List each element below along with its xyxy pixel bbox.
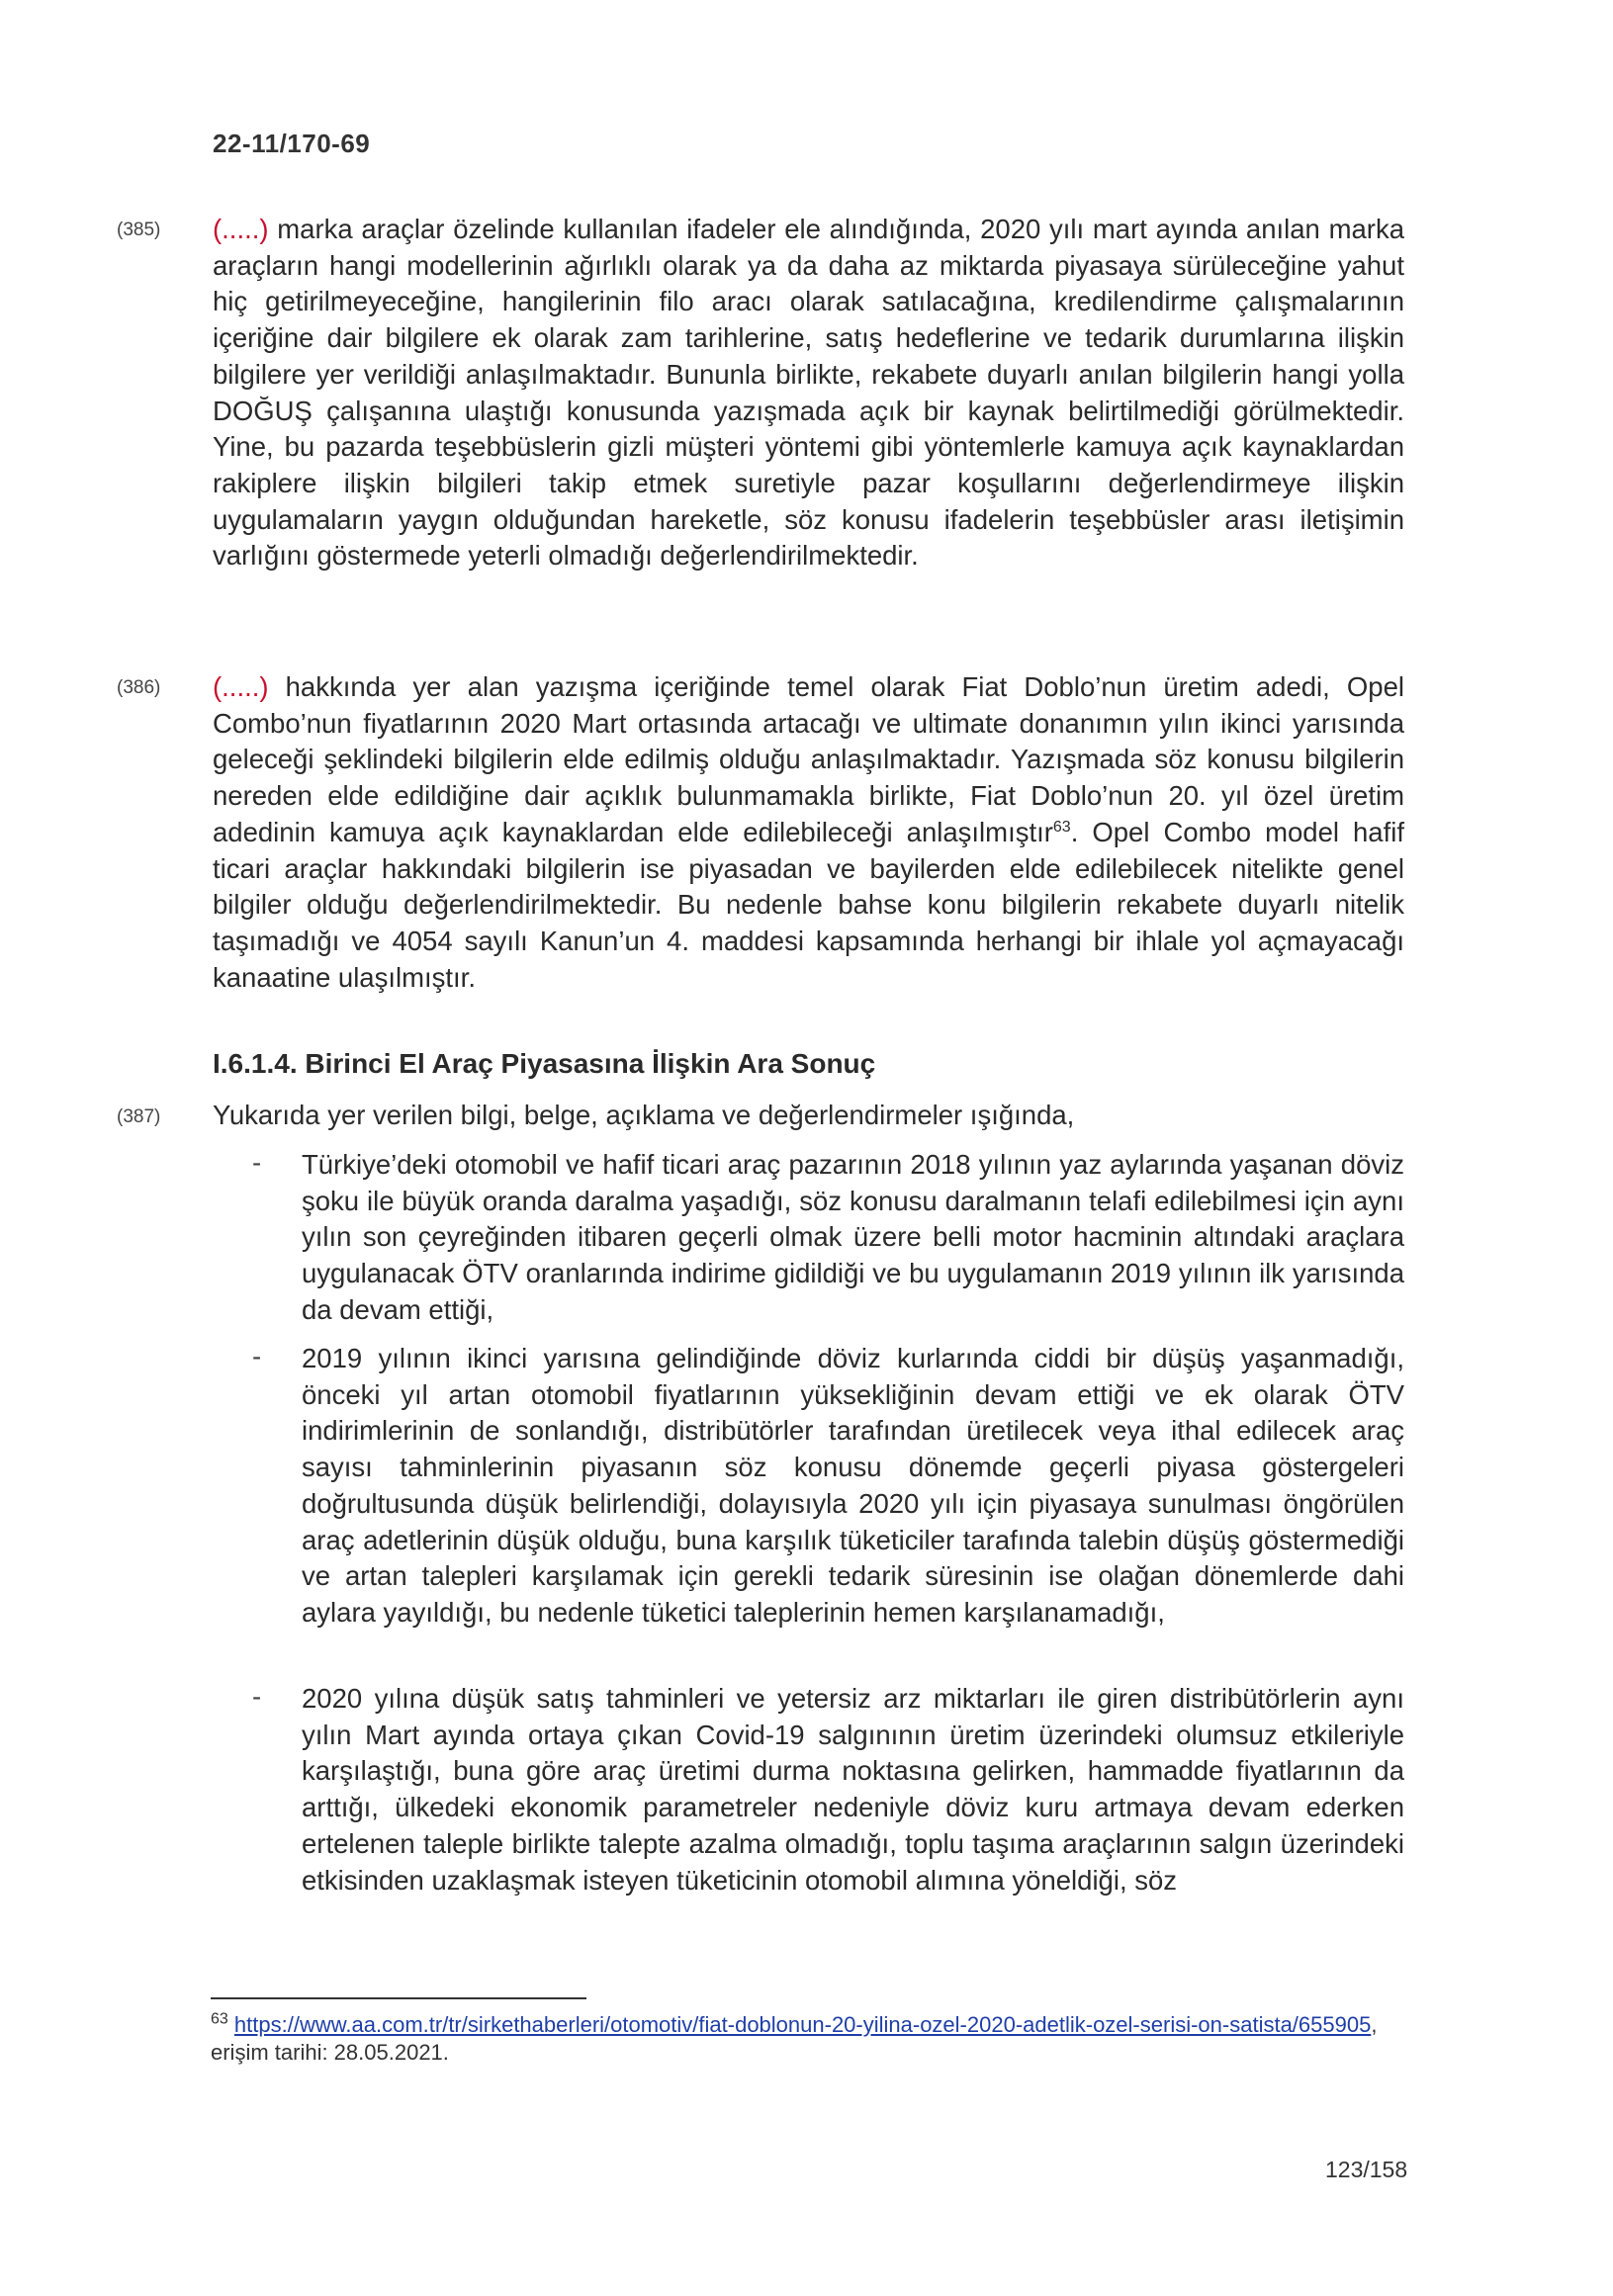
footnote-link[interactable]: https://www.aa.com.tr/tr/sirkethaberleri/otomotiv/fiat-doblonun-20-yilina-ozel-2020-adetlik-ozel-serisi-on-satista/655905 xyxy=(233,2012,1372,2037)
bullet-dash: - xyxy=(252,1341,262,1371)
paragraph-385 xyxy=(213,212,1404,574)
document-id: 22-11/170-69 xyxy=(213,129,371,158)
paragraph-text: marka araçlar özelinde kullanılan ifadeler ele alındığında, 2020 yılı mart ayında anılan marka araçların hangi modellerinin ağırlıklı olarak ya da daha az miktarda piyasaya sürüleceğine yahut hiç getirilmeyeceğine, hangilerinin filo aracı olarak satılacağına, kredilendirme çalışmalarının içeriğine dair bilgilere ek olarak zam tarihlerine, satış hedeflerine ve tedarik durumlarına ilişkin bilgilere yer verildiği anlaşılmaktadır. Bununla birlikte, rekabete duyarlı anılan bilgilerin hangi yolla DOĞUŞ çalışanına ulaştığı konusunda yazışmada açık bir kaynak belirtilmediği görülmektedir. Yine, bu pazarda teşebbüslerin gizli müşteri yöntemi gibi yöntemlerle kamuya açık kaynaklardan rakiplere ilişkin bilgileri takip etmek suretiyle pazar koşullarını değerlendirmeye ilişkin uygulamaların yaygın olduğundan hareketle, söz konusu ifadelerin teşebbüsler arası iletişimin varlığını göstermede yeterli olmadığı değerlendirilmektedir. xyxy=(213,214,1404,572)
page-number: 123/158 xyxy=(1325,2157,1408,2182)
paragraph-text: . Opel Combo model hafif ticari araçlar hakkındaki bilgilerin ise piyasadan ve bayilerden elde edilebilecek nitelikte genel bilgiler olduğu değerlendirilmektedir. Bu nedenle bahse konu bilgilerin rekabete duyarlı nitelik taşımadığı ve 4054 sayılı Kanun’un 4. maddesi kapsamında herhangi bir ihlale yol açmayacağı kanaatine ulaşılmıştır. xyxy=(213,816,1404,993)
bullet-item-2: 2019 yılının ikinci yarısına gelindiğinde döviz kurlarında ciddi bir düşüş yaşanmadığı, önceki yıl artan otomobil fiyatlarının yüksekliğinin devam ettiği ve ek olarak ÖTV indirimlerinin de sonlandığı, distribütörler tarafından üretilecek veya ithal edilecek araç sayısı tahminlerinin piyasanın söz konusu dönemde geçerli piyasa göstergeleri doğrultusunda düşük belirlendiği, dolayısıyla 2020 yılı için piyasaya sunulması öngörülen araç adetlerinin düşük olduğu, buna karşılık tüketiciler tarafında talebin düşüş göstermediği ve artan talepleri karşılamak için gerekli tedarik süresinin ise olağan dönemlerde dahi aylara yayıldığı, bu nedenle tüketici taleplerinin hemen karşılanamadığı, xyxy=(302,1343,1404,1628)
paragraph-text: hakkında yer alan yazışma içeriğinde temel olarak Fiat Doblo’nun üretim adedi, Opel Combo’nun fiyatlarının 2020 Mart ortasında artacağı ve ultimate donanımın yılın ikinci yarısında geleceği şeklindeki bilgilerin elde edilmiş olduğu anlaşılmaktadır. Yazışmada söz konusu bilgilerin nereden elde edildiğine dair açıklık bulunmamakla birlikte, Fiat Doblo’nun 20. yıl özel üretim adedinin kamuya açık kaynaklardan elde edilebileceği anlaşılmıştır xyxy=(213,671,1404,847)
paragraph-387-intro: Yukarıda yer verilen bilgi, belge, açıklama ve değerlendirmeler ışığında, xyxy=(213,1100,1075,1130)
bullet-item-3: 2020 yılına düşük satış tahminleri ve yetersiz arz miktarları ile giren distribütörlerin aynı yılın Mart ayında ortaya çıkan Covid-19 salgınının üretim üzerindeki olumsuz etkileriyle karşılaştığı, buna göre araç üretimi durma noktasına gelirken, hammadde fiyatlarının da arttığı, ülkedeki ekonomik parametreler nedeniyle döviz kuru artmaya devam ederken ertelenen taleple birlikte talepte azalma olmadığı, toplu taşıma araçlarının salgın üzerindeki etkisinden uzaklaşmak isteyen tüketicinin otomobil alımına yöneldiği, söz xyxy=(302,1683,1404,1896)
redaction-marker: (.....) xyxy=(213,671,269,702)
section-heading: I.6.1.4. Birinci El Araç Piyasasına İlişkin Ara Sonuç xyxy=(213,1048,876,1079)
redaction-marker: (.....) xyxy=(213,214,269,244)
footnote-suffix: , erişim tarihi: 28.05.2021. xyxy=(211,2012,1378,2065)
paragraph-number-386: (386) xyxy=(117,677,161,698)
bullet-dash: - xyxy=(252,1681,262,1712)
paragraph-number-385: (385) xyxy=(117,220,161,240)
footnote-reference[interactable]: 63 xyxy=(1052,818,1071,836)
footnote xyxy=(211,2011,1378,2067)
footnote-number: 63 xyxy=(211,2010,228,2028)
paragraph-386 xyxy=(213,669,1404,996)
bullet-dash: - xyxy=(252,1147,262,1178)
bullet-item-1: Türkiye’deki otomobil ve hafif ticari araç pazarının 2018 yılının yaz aylarında yaşanan döviz şoku ile büyük oranda daralma yaşadığı, söz konusu daralmanın telafi edilebilmesi için aynı yılın son çeyreğinden itibaren geçerli olmak üzere belli motor hacminin altındaki araçlara uygulanacak ÖTV oranlarında indirime gidildiği ve bu uygulamanın 2019 yılının ilk yarısında da devam ettiği, xyxy=(302,1149,1404,1325)
footnote-separator xyxy=(211,1997,586,1999)
paragraph-number-387: (387) xyxy=(117,1106,161,1127)
